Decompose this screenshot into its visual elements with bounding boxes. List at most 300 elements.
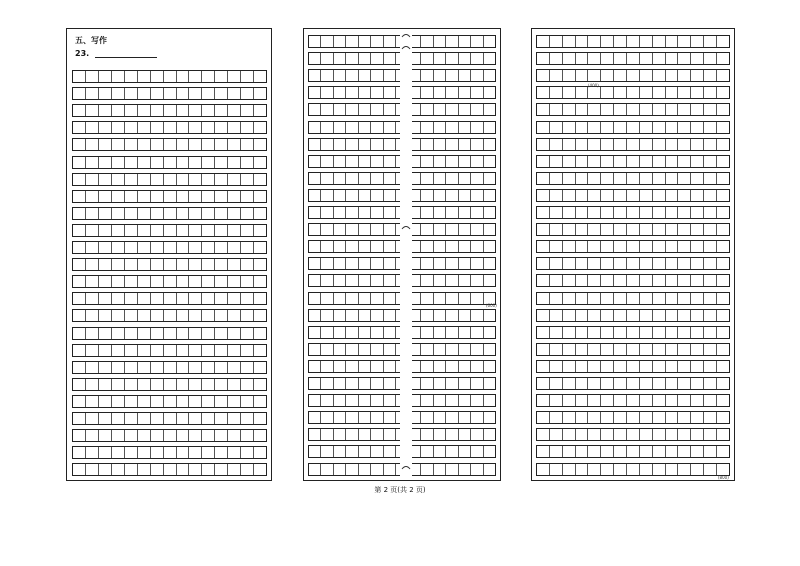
grid-cell[interactable] [359, 327, 371, 338]
grid-cell[interactable] [384, 36, 396, 47]
grid-cell[interactable] [346, 156, 358, 167]
grid-cell[interactable] [614, 327, 627, 338]
grid-cell[interactable] [563, 53, 576, 64]
grid-cell[interactable] [164, 157, 177, 168]
grid-cell[interactable] [653, 70, 666, 81]
grid-cell[interactable] [627, 224, 640, 235]
grid-cell[interactable] [321, 310, 333, 321]
grid-cell[interactable] [434, 378, 446, 389]
grid-cell[interactable] [86, 379, 99, 390]
grid-cell[interactable] [653, 104, 666, 115]
grid-cell[interactable] [717, 327, 729, 338]
grid-cell[interactable] [86, 464, 99, 475]
grid-cell[interactable] [484, 429, 495, 440]
grid-cell[interactable] [151, 242, 164, 253]
grid-cell[interactable] [614, 87, 627, 98]
grid-cell[interactable] [125, 88, 138, 99]
grid-cell[interactable] [627, 190, 640, 201]
grid-cell[interactable] [138, 105, 151, 116]
grid-cell[interactable] [177, 122, 190, 133]
grid-cell[interactable] [434, 156, 446, 167]
grid-cell[interactable] [434, 53, 446, 64]
grid-cell[interactable] [563, 70, 576, 81]
grid-cell[interactable] [202, 328, 215, 339]
grid-cell[interactable] [678, 344, 691, 355]
grid-cell[interactable] [640, 190, 653, 201]
grid-cell[interactable] [434, 258, 446, 269]
grid-cell[interactable] [471, 104, 483, 115]
grid-cell[interactable] [164, 293, 177, 304]
grid-cell[interactable] [717, 275, 729, 286]
grid-cell[interactable] [588, 122, 601, 133]
grid-cell[interactable] [346, 173, 358, 184]
grid-cell[interactable] [384, 104, 396, 115]
grid-cell[interactable] [576, 344, 589, 355]
grid-cell[interactable] [112, 88, 125, 99]
grid-cell[interactable] [371, 464, 383, 475]
grid-cell[interactable] [576, 173, 589, 184]
grid-cell[interactable] [446, 224, 458, 235]
grid-cell[interactable] [228, 464, 241, 475]
grid-cell[interactable] [653, 378, 666, 389]
grid-cell[interactable] [576, 241, 589, 252]
grid-cell[interactable] [164, 413, 177, 424]
grid-cell[interactable] [99, 276, 112, 287]
grid-cell[interactable] [164, 328, 177, 339]
grid-cell[interactable] [177, 413, 190, 424]
grid-cell[interactable] [189, 225, 202, 236]
grid-cell[interactable] [309, 293, 321, 304]
grid-cell[interactable] [691, 122, 704, 133]
grid-cell[interactable] [588, 139, 601, 150]
grid-cell[interactable] [177, 293, 190, 304]
grid-cell[interactable] [434, 429, 446, 440]
grid-cell[interactable] [550, 224, 563, 235]
grid-cell[interactable] [459, 361, 471, 372]
grid-cell[interactable] [421, 104, 433, 115]
grid-cell[interactable] [384, 378, 396, 389]
grid-cell[interactable] [563, 275, 576, 286]
grid-cell[interactable] [254, 88, 266, 99]
grid-cell[interactable] [421, 327, 433, 338]
grid-cell[interactable] [691, 53, 704, 64]
grid-cell[interactable] [627, 258, 640, 269]
grid-cell[interactable] [640, 378, 653, 389]
grid-cell[interactable] [112, 174, 125, 185]
grid-cell[interactable] [640, 122, 653, 133]
grid-cell[interactable] [254, 174, 266, 185]
grid-cell[interactable] [550, 412, 563, 423]
grid-cell[interactable] [717, 310, 729, 321]
grid-cell[interactable] [177, 362, 190, 373]
grid-cell[interactable] [99, 157, 112, 168]
grid-cell[interactable] [215, 174, 228, 185]
grid-cell[interactable] [704, 224, 717, 235]
grid-cell[interactable] [550, 446, 563, 457]
grid-cell[interactable] [434, 173, 446, 184]
grid-cell[interactable] [484, 70, 495, 81]
grid-cell[interactable] [202, 396, 215, 407]
grid-cell[interactable] [446, 207, 458, 218]
grid-cell[interactable] [704, 190, 717, 201]
grid-cell[interactable] [125, 293, 138, 304]
grid-cell[interactable] [254, 447, 266, 458]
grid-cell[interactable] [678, 241, 691, 252]
grid-cell[interactable] [151, 88, 164, 99]
grid-cell[interactable] [321, 87, 333, 98]
grid-cell[interactable] [563, 464, 576, 475]
grid-cell[interactable] [421, 429, 433, 440]
grid-cell[interactable] [86, 276, 99, 287]
grid-cell[interactable] [371, 310, 383, 321]
grid-cell[interactable] [189, 191, 202, 202]
grid-cell[interactable] [164, 276, 177, 287]
grid-cell[interactable] [576, 412, 589, 423]
grid-cell[interactable] [346, 139, 358, 150]
grid-cell[interactable] [228, 174, 241, 185]
grid-cell[interactable] [384, 87, 396, 98]
grid-cell[interactable] [309, 36, 321, 47]
grid-cell[interactable] [241, 242, 254, 253]
grid-cell[interactable] [421, 87, 433, 98]
grid-cell[interactable] [459, 173, 471, 184]
grid-cell[interactable] [601, 36, 614, 47]
grid-cell[interactable] [691, 87, 704, 98]
grid-cell[interactable] [691, 190, 704, 201]
grid-cell[interactable] [384, 429, 396, 440]
grid-cell[interactable] [459, 53, 471, 64]
grid-cell[interactable] [99, 396, 112, 407]
grid-cell[interactable] [421, 310, 433, 321]
grid-cell[interactable] [537, 224, 550, 235]
grid-cell[interactable] [459, 293, 471, 304]
grid-cell[interactable] [99, 310, 112, 321]
grid-cell[interactable] [112, 345, 125, 356]
grid-cell[interactable] [704, 241, 717, 252]
grid-cell[interactable] [202, 208, 215, 219]
grid-cell[interactable] [717, 87, 729, 98]
grid-cell[interactable] [125, 157, 138, 168]
grid-cell[interactable] [254, 157, 266, 168]
grid-cell[interactable] [550, 104, 563, 115]
grid-cell[interactable] [309, 87, 321, 98]
grid-cell[interactable] [215, 413, 228, 424]
grid-cell[interactable] [446, 70, 458, 81]
grid-cell[interactable] [125, 71, 138, 82]
grid-cell[interactable] [241, 71, 254, 82]
grid-cell[interactable] [73, 157, 86, 168]
grid-cell[interactable] [446, 87, 458, 98]
grid-cell[interactable] [334, 190, 346, 201]
grid-cell[interactable] [189, 310, 202, 321]
grid-cell[interactable] [576, 70, 589, 81]
grid-cell[interactable] [627, 310, 640, 321]
grid-cell[interactable] [359, 258, 371, 269]
grid-cell[interactable] [446, 241, 458, 252]
grid-cell[interactable] [309, 173, 321, 184]
grid-cell[interactable] [321, 412, 333, 423]
grid-cell[interactable] [359, 224, 371, 235]
grid-cell[interactable] [228, 362, 241, 373]
grid-cell[interactable] [627, 139, 640, 150]
grid-cell[interactable] [471, 446, 483, 457]
grid-cell[interactable] [550, 207, 563, 218]
grid-cell[interactable] [563, 173, 576, 184]
grid-cell[interactable] [254, 396, 266, 407]
grid-cell[interactable] [434, 446, 446, 457]
grid-cell[interactable] [717, 395, 729, 406]
grid-cell[interactable] [666, 327, 679, 338]
grid-cell[interactable] [151, 259, 164, 270]
grid-cell[interactable] [484, 293, 495, 304]
grid-cell[interactable] [666, 310, 679, 321]
grid-cell[interactable] [215, 276, 228, 287]
grid-cell[interactable] [563, 446, 576, 457]
grid-cell[interactable] [421, 36, 433, 47]
grid-cell[interactable] [151, 310, 164, 321]
grid-cell[interactable] [346, 87, 358, 98]
grid-cell[interactable] [334, 207, 346, 218]
grid-cell[interactable] [309, 361, 321, 372]
grid-cell[interactable] [177, 464, 190, 475]
grid-cell[interactable] [666, 378, 679, 389]
grid-cell[interactable] [576, 87, 589, 98]
grid-cell[interactable] [228, 328, 241, 339]
grid-cell[interactable] [550, 429, 563, 440]
grid-cell[interactable] [550, 122, 563, 133]
grid-cell[interactable] [99, 174, 112, 185]
grid-cell[interactable] [164, 430, 177, 441]
grid-cell[interactable] [678, 207, 691, 218]
grid-cell[interactable] [241, 208, 254, 219]
grid-cell[interactable] [384, 412, 396, 423]
grid-cell[interactable] [471, 395, 483, 406]
grid-cell[interactable] [691, 327, 704, 338]
grid-cell[interactable] [434, 70, 446, 81]
grid-cell[interactable] [691, 395, 704, 406]
grid-cell[interactable] [73, 259, 86, 270]
grid-cell[interactable] [151, 191, 164, 202]
grid-cell[interactable] [202, 71, 215, 82]
grid-cell[interactable] [588, 258, 601, 269]
grid-cell[interactable] [434, 395, 446, 406]
grid-cell[interactable] [86, 122, 99, 133]
grid-cell[interactable] [691, 207, 704, 218]
grid-cell[interactable] [151, 396, 164, 407]
grid-cell[interactable] [359, 344, 371, 355]
grid-cell[interactable] [666, 395, 679, 406]
grid-cell[interactable] [704, 258, 717, 269]
grid-cell[interactable] [640, 241, 653, 252]
grid-cell[interactable] [384, 70, 396, 81]
grid-cell[interactable] [627, 344, 640, 355]
grid-cell[interactable] [434, 464, 446, 475]
grid-cell[interactable] [614, 36, 627, 47]
grid-cell[interactable] [588, 173, 601, 184]
grid-cell[interactable] [138, 157, 151, 168]
grid-cell[interactable] [576, 122, 589, 133]
grid-cell[interactable] [471, 224, 483, 235]
grid-cell[interactable] [678, 70, 691, 81]
grid-cell[interactable] [421, 275, 433, 286]
grid-cell[interactable] [228, 259, 241, 270]
grid-cell[interactable] [241, 379, 254, 390]
grid-cell[interactable] [359, 275, 371, 286]
grid-cell[interactable] [614, 275, 627, 286]
grid-cell[interactable] [112, 122, 125, 133]
grid-cell[interactable] [73, 139, 86, 150]
grid-cell[interactable] [640, 361, 653, 372]
grid-cell[interactable] [321, 258, 333, 269]
grid-cell[interactable] [86, 396, 99, 407]
grid-cell[interactable] [125, 225, 138, 236]
grid-cell[interactable] [254, 71, 266, 82]
grid-cell[interactable] [189, 362, 202, 373]
grid-cell[interactable] [309, 207, 321, 218]
grid-cell[interactable] [614, 224, 627, 235]
grid-cell[interactable] [537, 378, 550, 389]
grid-cell[interactable] [563, 395, 576, 406]
grid-cell[interactable] [537, 429, 550, 440]
grid-cell[interactable] [588, 378, 601, 389]
grid-cell[interactable] [371, 173, 383, 184]
grid-cell[interactable] [334, 464, 346, 475]
grid-cell[interactable] [254, 328, 266, 339]
grid-cell[interactable] [384, 446, 396, 457]
grid-cell[interactable] [666, 122, 679, 133]
grid-cell[interactable] [359, 139, 371, 150]
grid-cell[interactable] [384, 173, 396, 184]
grid-cell[interactable] [446, 293, 458, 304]
grid-cell[interactable] [359, 361, 371, 372]
grid-cell[interactable] [384, 310, 396, 321]
grid-cell[interactable] [640, 139, 653, 150]
grid-cell[interactable] [189, 396, 202, 407]
grid-cell[interactable] [537, 241, 550, 252]
grid-cell[interactable] [434, 275, 446, 286]
grid-cell[interactable] [421, 139, 433, 150]
grid-cell[interactable] [459, 241, 471, 252]
grid-cell[interactable] [691, 104, 704, 115]
grid-cell[interactable] [164, 242, 177, 253]
grid-cell[interactable] [434, 104, 446, 115]
grid-cell[interactable] [446, 275, 458, 286]
grid-cell[interactable] [484, 224, 495, 235]
grid-cell[interactable] [202, 362, 215, 373]
grid-cell[interactable] [215, 71, 228, 82]
grid-cell[interactable] [640, 310, 653, 321]
grid-cell[interactable] [434, 139, 446, 150]
grid-cell[interactable] [421, 156, 433, 167]
grid-cell[interactable] [446, 139, 458, 150]
grid-cell[interactable] [99, 139, 112, 150]
grid-cell[interactable] [241, 413, 254, 424]
grid-cell[interactable] [666, 53, 679, 64]
grid-cell[interactable] [614, 53, 627, 64]
grid-cell[interactable] [189, 208, 202, 219]
grid-cell[interactable] [177, 139, 190, 150]
grid-cell[interactable] [112, 328, 125, 339]
grid-cell[interactable] [704, 464, 717, 475]
grid-cell[interactable] [421, 378, 433, 389]
grid-cell[interactable] [678, 310, 691, 321]
grid-cell[interactable] [588, 395, 601, 406]
grid-cell[interactable] [601, 378, 614, 389]
grid-cell[interactable] [704, 207, 717, 218]
grid-cell[interactable] [704, 156, 717, 167]
grid-cell[interactable] [563, 293, 576, 304]
grid-cell[interactable] [189, 345, 202, 356]
grid-cell[interactable] [189, 413, 202, 424]
grid-cell[interactable] [346, 241, 358, 252]
grid-cell[interactable] [434, 327, 446, 338]
grid-cell[interactable] [228, 208, 241, 219]
grid-cell[interactable] [86, 88, 99, 99]
grid-cell[interactable] [228, 225, 241, 236]
grid-cell[interactable] [614, 258, 627, 269]
grid-cell[interactable] [371, 412, 383, 423]
grid-cell[interactable] [434, 87, 446, 98]
grid-cell[interactable] [371, 207, 383, 218]
grid-cell[interactable] [359, 156, 371, 167]
grid-cell[interactable] [678, 104, 691, 115]
grid-cell[interactable] [371, 156, 383, 167]
grid-cell[interactable] [177, 191, 190, 202]
grid-cell[interactable] [666, 258, 679, 269]
grid-cell[interactable] [228, 242, 241, 253]
grid-cell[interactable] [99, 105, 112, 116]
grid-cell[interactable] [666, 139, 679, 150]
grid-cell[interactable] [241, 362, 254, 373]
grid-cell[interactable] [484, 139, 495, 150]
grid-cell[interactable] [484, 361, 495, 372]
grid-cell[interactable] [125, 396, 138, 407]
grid-cell[interactable] [254, 464, 266, 475]
grid-cell[interactable] [334, 104, 346, 115]
grid-cell[interactable] [588, 361, 601, 372]
grid-cell[interactable] [359, 310, 371, 321]
grid-cell[interactable] [321, 446, 333, 457]
grid-cell[interactable] [138, 362, 151, 373]
grid-cell[interactable] [601, 104, 614, 115]
grid-cell[interactable] [717, 104, 729, 115]
grid-cell[interactable] [691, 224, 704, 235]
grid-cell[interactable] [112, 208, 125, 219]
grid-cell[interactable] [138, 191, 151, 202]
grid-cell[interactable] [717, 361, 729, 372]
grid-cell[interactable] [704, 378, 717, 389]
grid-cell[interactable] [563, 139, 576, 150]
grid-cell[interactable] [678, 446, 691, 457]
grid-cell[interactable] [704, 139, 717, 150]
grid-cell[interactable] [151, 293, 164, 304]
grid-cell[interactable] [189, 242, 202, 253]
grid-cell[interactable] [537, 464, 550, 475]
grid-cell[interactable] [346, 429, 358, 440]
grid-cell[interactable] [384, 464, 396, 475]
grid-cell[interactable] [177, 88, 190, 99]
grid-cell[interactable] [550, 241, 563, 252]
grid-cell[interactable] [321, 344, 333, 355]
grid-cell[interactable] [691, 464, 704, 475]
grid-cell[interactable] [446, 378, 458, 389]
grid-cell[interactable] [640, 207, 653, 218]
grid-cell[interactable] [717, 412, 729, 423]
grid-cell[interactable] [691, 310, 704, 321]
grid-cell[interactable] [588, 190, 601, 201]
grid-cell[interactable] [704, 275, 717, 286]
grid-cell[interactable] [334, 53, 346, 64]
